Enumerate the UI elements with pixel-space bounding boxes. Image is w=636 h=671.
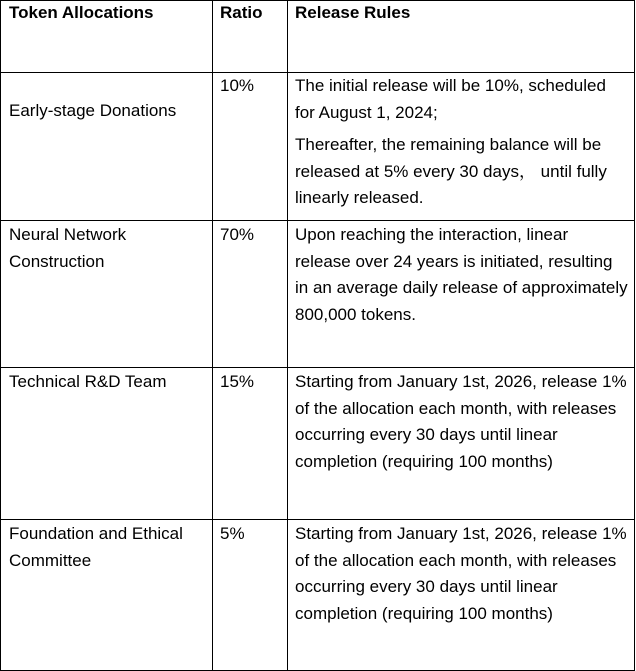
table-header-row: [0, 0, 635, 73]
release-rule-text: Upon reaching the interaction, linear release over 24 years is initiated, resulting in an average daily release of approximately 800,000 tokens.: [295, 225, 628, 324]
ratio-value: 15%: [220, 372, 255, 391]
allocation-name: Technical R&D Team: [9, 372, 167, 391]
allocation-name: Foundation and Ethical Committee: [9, 524, 183, 570]
release-rules-cell: [288, 221, 634, 367]
release-rule-text: Starting from January 1st, 2026, release 1% of the allocation each month, with releases occurring every 30 days until linear completion (requiring 100 months): [295, 524, 627, 623]
ratio-cell: [213, 221, 288, 367]
allocation-cell: [1, 73, 213, 220]
ratio-value: 10%: [220, 76, 255, 95]
allocation-name: Early-stage Donations: [9, 101, 177, 120]
allocation-cell: [1, 520, 213, 670]
table-row-early-stage-donations: [0, 73, 635, 221]
allocation-cell: [1, 221, 213, 367]
ratio-cell: [213, 368, 288, 519]
header-token-allocations: Token Allocations: [1, 1, 213, 72]
header-release-rules: Release Rules: [295, 3, 411, 22]
table-row-technical-rd-team: [0, 368, 635, 520]
release-rules-cell: [288, 73, 634, 220]
release-rule-text: The initial release will be 10%, scheduled for August 1, 2024;: [295, 76, 606, 122]
allocation-name: Neural Network Construction: [9, 225, 127, 271]
release-rules-cell: [288, 368, 634, 519]
release-rules-cell: [288, 520, 634, 670]
ratio-cell: [213, 73, 288, 220]
release-rule-text: Starting from January 1st, 2026, release 1% of the allocation each month, with releases occurring every 30 days until linear completion (requiring 100 months): [295, 372, 627, 471]
header-ratio: Ratio: [213, 1, 288, 72]
table-row-neural-network-construction: [0, 221, 635, 368]
ratio-cell: [213, 520, 288, 670]
table-row-foundation-ethical-committee: [0, 520, 635, 671]
ratio-value: 70%: [220, 225, 255, 244]
release-rule-text: Thereafter, the remaining balance will be released at 5% every 30 days， until fully linearly released.: [295, 135, 607, 207]
allocation-cell: [1, 368, 213, 519]
ratio-value: 5%: [220, 524, 245, 543]
